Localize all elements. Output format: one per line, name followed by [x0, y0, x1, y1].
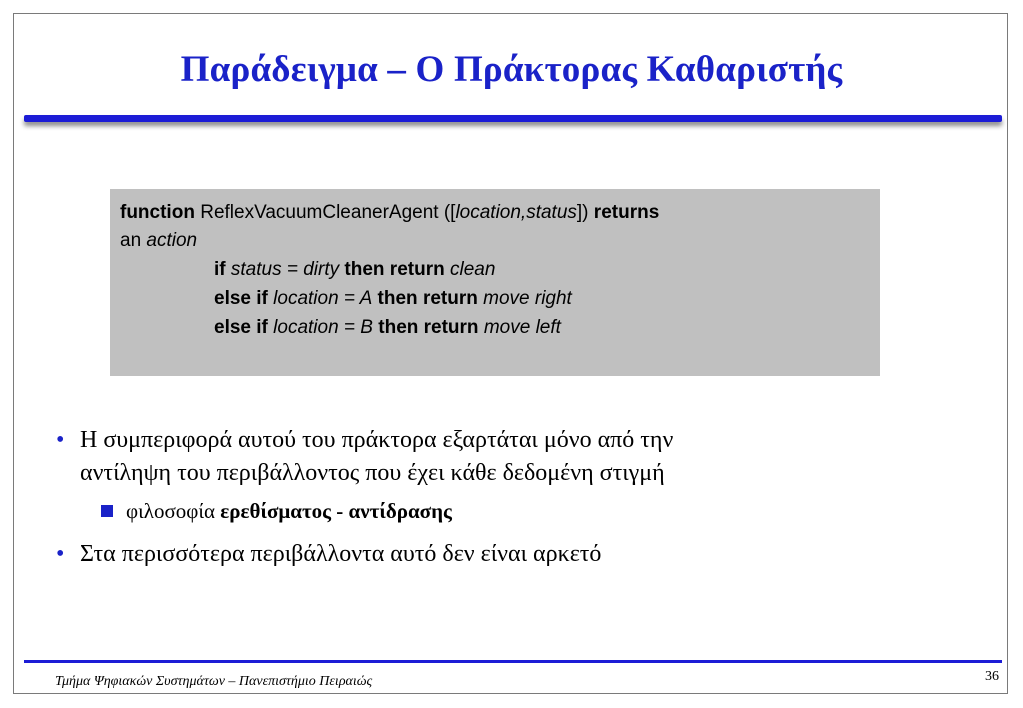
code-line-5	[120, 313, 868, 342]
keyword-function: function	[120, 202, 195, 223]
sub-bullet-item	[56, 496, 956, 526]
bullet-item-1	[56, 424, 956, 490]
return-type: action	[146, 230, 198, 251]
footer-text: Τμήμα Ψηφιακών Συστημάτων – Πανεπιστήμιο Πειραιώς	[55, 674, 373, 689]
slide-title: Παράδειγμα – Ο Πράκτορας Καθαριστής	[180, 49, 843, 90]
keyword-then-return-1: then return	[339, 259, 450, 280]
function-params: location,status	[455, 202, 577, 223]
keyword-else-if-1: else if	[214, 288, 274, 309]
bullet-dot-icon: •	[56, 541, 65, 567]
keyword-else-if-2: else if	[214, 317, 274, 338]
bullet-2-text: Στα περισσότερα περιβάλλοντα αυτό δεν είναι αρκετό	[80, 541, 602, 567]
params-close: ])	[576, 202, 594, 223]
code-line-3	[120, 255, 868, 284]
result-2: move right	[483, 288, 572, 309]
page-number: 36	[985, 669, 999, 684]
sub-bullet-plain: φιλοσοφία	[126, 499, 221, 523]
footer-rule	[24, 660, 1002, 663]
sub-bullet-bold: ερεθίσματος - αντίδρασης	[220, 499, 452, 523]
code-line-4	[120, 284, 868, 313]
result-1: clean	[449, 259, 496, 280]
keyword-returns: returns	[593, 202, 660, 223]
bullet-list	[56, 424, 956, 571]
function-name: ReflexVacuumCleanerAgent ([	[194, 202, 456, 223]
bullet-1-line-1: Η συμπεριφορά αυτού του πράκτορα εξαρτάται μόνο από την	[80, 427, 674, 453]
result-3: move left	[483, 317, 561, 338]
square-bullet-icon	[101, 505, 113, 517]
condition-2: location = A	[273, 288, 373, 309]
keyword-if: if	[214, 259, 231, 280]
bullet-1-line-2: αντίληψη του περιβάλλοντος που έχει κάθε δεδομένη στιγμή	[80, 460, 665, 486]
keyword-then-return-3: then return	[372, 317, 484, 338]
pseudocode-box	[110, 189, 880, 376]
code-line-2	[120, 227, 868, 255]
keyword-then-return-2: then return	[372, 288, 484, 309]
bullet-item-2	[56, 538, 956, 571]
code-line-1	[120, 199, 868, 227]
article-an: an	[120, 230, 147, 251]
title-underline	[24, 115, 1002, 122]
bullet-dot-icon: •	[56, 427, 65, 453]
condition-3: location = B	[273, 317, 373, 338]
condition-1: status = dirty	[230, 259, 340, 280]
